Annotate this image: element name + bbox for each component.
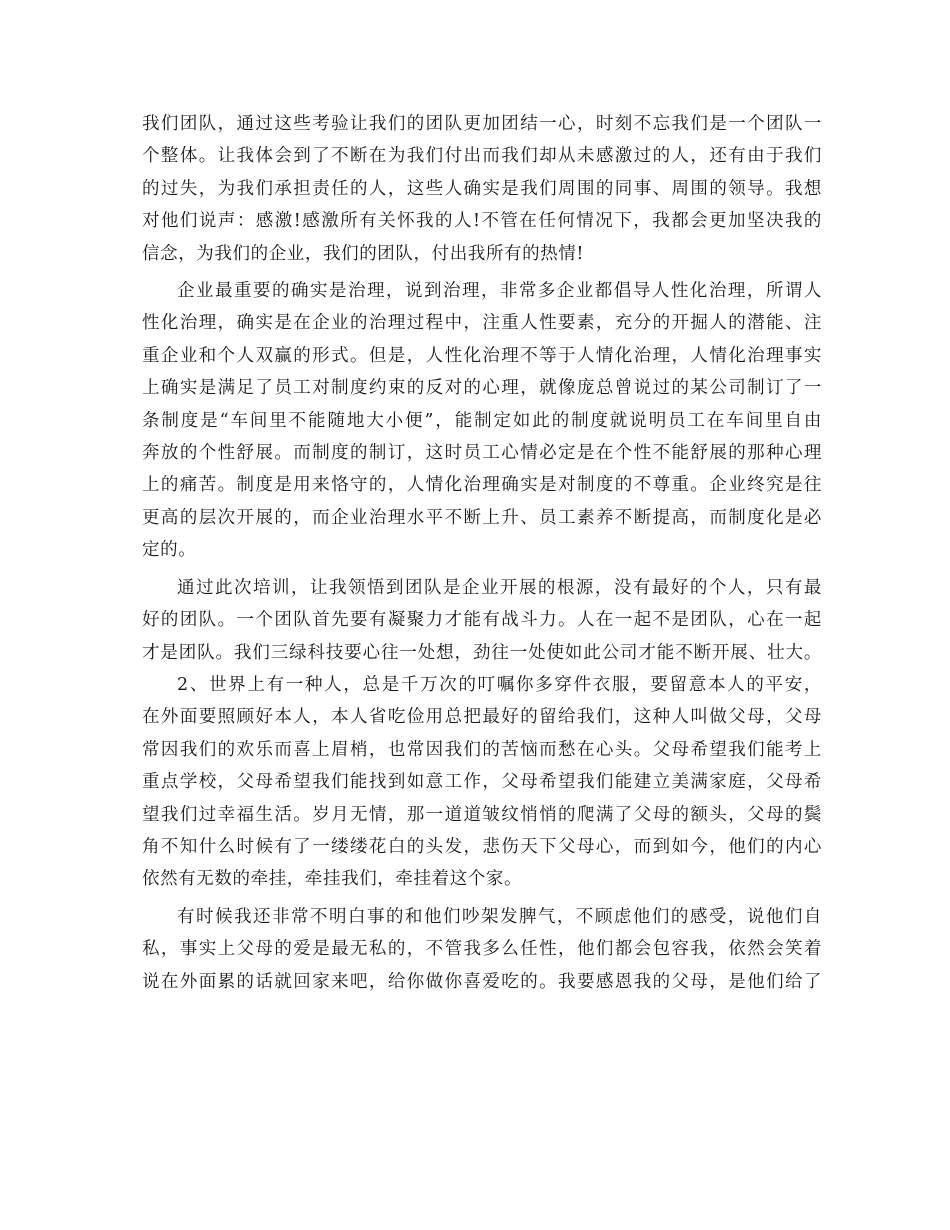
- text-line: 重点学校，父母希望我们能找到如意工作，父母希望我们能建立美满家庭，父母希: [142, 772, 822, 793]
- text-line: 望我们过幸福生活。岁月无情，那一道道皱纹悄悄的爬满了父母的额头，父母的鬓: [142, 804, 822, 825]
- text-line: 定的。: [142, 540, 197, 561]
- text-line: 的过失，为我们承担责任的人，这些人确实是我们周围的同事、周围的领导。我想: [142, 178, 822, 199]
- text-line: 说在外面累的话就回家来吧，给你做你喜爱吃的。我要感恩我的父母，是他们给了: [142, 971, 822, 992]
- text-line: 上确实是满足了员工对制度约束的反对的心理，就像庞总曾说过的某公司制订了一: [142, 378, 822, 399]
- text-line: 依然有无数的牵挂，牵挂我们，牵挂着这个家。: [142, 869, 523, 890]
- text-line: 有时候我还非常不明白事的和他们吵架发脾气，不顾虑他们的感受，说他们自: [177, 906, 822, 927]
- text-line: 角不知什么时候有了一缕缕花白的头发，悲伤天下父母心，而到如今，他们的内心: [142, 836, 822, 857]
- text-line: 私，事实上父母的爱是最无私的，不管我多么任性，他们都会包容我，依然会笑着: [142, 939, 822, 960]
- text-line: 企业最重要的确实是治理，说到治理，非常多企业都倡导人性化治理，所谓人: [177, 281, 822, 302]
- text-line: 个整体。让我体会到了不断在为我们付出而我们却从未感激过的人，还有由于我们: [142, 146, 822, 167]
- text-line: 在外面要照顾好本人，本人省吃俭用总把最好的留给我们，这种人叫做父母，父母: [142, 707, 822, 728]
- text-line: 上的痛苦。制度是用来恪守的，人情化治理确实是对制度的不尊重。企业终究是往: [142, 475, 822, 496]
- text-line: 条制度是“车间里不能随地大小便”，能制定如此的制度就说明员工在车间里自由: [142, 410, 822, 431]
- paragraph-5: [142, 901, 822, 998]
- text-line: 好的团队。一个团队首先要有凝聚力才能有战斗力。人在一起不是团队，心在一起: [142, 610, 822, 631]
- text-line: 对他们说声：感激!感激所有关怀我的人!不管在任何情况下，我都会更加坚决我的: [142, 211, 822, 232]
- text-line: 常因我们的欢乐而喜上眉梢，也常因我们的苦恼而愁在心头。父母希望我们能考上: [142, 739, 822, 760]
- paragraph-4: [142, 669, 822, 896]
- text-line: 信念，为我们的企业，我们的团队，付出我所有的热情!: [142, 243, 585, 264]
- paragraph-1: [142, 108, 822, 270]
- text-line: 奔放的个性舒展。而制度的制订，这时员工心情必定是在个性不能舒展的那种心理: [142, 443, 822, 464]
- text-line: 我们团队，通过这些考验让我们的团队更加团结一心，时刻不忘我们是一个团队一: [142, 114, 822, 134]
- text-line: 2、世界上有一种人，总是千万次的叮嘱你多穿件衣服，要留意本人的平安，: [177, 674, 822, 695]
- text-line: 才是团队。我们三绿科技要心往一处想，劲往一处使如此公司才能不断开展、壮大。: [142, 642, 822, 663]
- text-line: 重企业和个人双赢的形式。但是，人性化治理不等于人情化治理，人情化治理事实: [142, 345, 822, 366]
- text-line: 更高的层次开展的，而企业治理水平不断上升、员工素养不断提高，而制度化是必: [142, 507, 822, 528]
- document-body: [142, 108, 822, 998]
- paragraph-3: [142, 572, 822, 669]
- paragraph-2: [142, 275, 822, 567]
- text-line: 性化治理，确实是在企业的治理过程中，注重人性要素，充分的开掘人的潜能、注: [142, 313, 822, 334]
- text-line: 通过此次培训，让我领悟到团队是企业开展的根源，没有最好的个人，只有最: [177, 577, 822, 598]
